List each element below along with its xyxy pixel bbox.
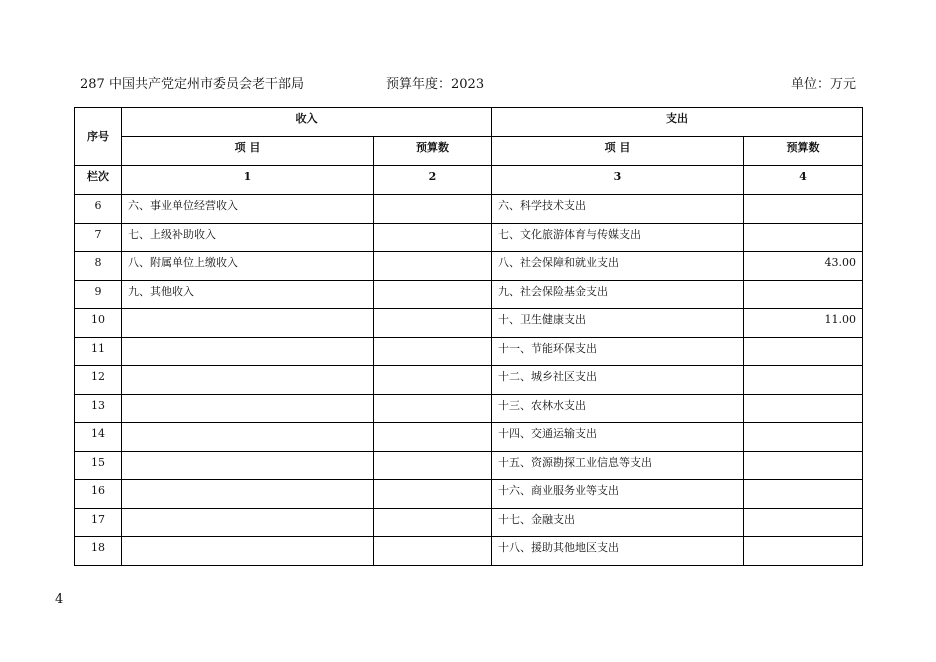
header-row-top — [75, 108, 863, 137]
expense-amount: 11.00 — [744, 309, 863, 338]
table-row — [75, 223, 863, 252]
expense-amount — [744, 337, 863, 366]
budget-table — [74, 107, 863, 566]
table-row — [75, 195, 863, 224]
income-amount — [374, 252, 492, 281]
income-item — [122, 394, 374, 423]
expense-item: 十四、交通运输支出 — [492, 423, 744, 452]
expense-item: 十二、城乡社区支出 — [492, 366, 744, 395]
row-seq: 14 — [75, 423, 122, 452]
expense-header: 支出 — [492, 108, 863, 137]
income-item — [122, 451, 374, 480]
expense-item: 六、科学技术支出 — [492, 195, 744, 224]
expense-item: 十七、金融支出 — [492, 508, 744, 537]
table-row — [75, 309, 863, 338]
column-number: 1 — [122, 166, 374, 195]
income-item — [122, 309, 374, 338]
table-row — [75, 394, 863, 423]
income-item — [122, 423, 374, 452]
expense-amount — [744, 423, 863, 452]
row-seq: 10 — [75, 309, 122, 338]
income-amount — [374, 309, 492, 338]
column-number-row — [75, 166, 863, 195]
column-number: 3 — [492, 166, 744, 195]
expense-item: 十八、援助其他地区支出 — [492, 537, 744, 566]
expense-amount — [744, 195, 863, 224]
income-item-header: 项 目 — [122, 137, 374, 166]
income-header: 收入 — [122, 108, 492, 137]
expense-item-header: 项 目 — [492, 137, 744, 166]
column-row-label: 栏次 — [75, 166, 122, 195]
expense-item: 十一、节能环保支出 — [492, 337, 744, 366]
row-seq: 9 — [75, 280, 122, 309]
income-amount — [374, 480, 492, 509]
unit-label: 单位：万元 — [790, 77, 856, 92]
expense-item: 十六、商业服务业等支出 — [492, 480, 744, 509]
income-item: 六、事业单位经营收入 — [122, 195, 374, 224]
expense-item: 七、文化旅游体育与传媒支出 — [492, 223, 744, 252]
row-seq: 13 — [75, 394, 122, 423]
income-item — [122, 508, 374, 537]
row-seq: 12 — [75, 366, 122, 395]
expense-budget-header: 预算数 — [744, 137, 863, 166]
row-seq: 18 — [75, 537, 122, 566]
income-amount — [374, 366, 492, 395]
table-row — [75, 451, 863, 480]
table-row — [75, 508, 863, 537]
income-item — [122, 337, 374, 366]
row-seq: 8 — [75, 252, 122, 281]
income-item — [122, 480, 374, 509]
seq-header: 序号 — [75, 108, 122, 166]
organization-title: 287 中国共产党定州市委员会老干部局 — [80, 77, 304, 92]
row-seq: 17 — [75, 508, 122, 537]
income-item: 九、其他收入 — [122, 280, 374, 309]
expense-item: 九、社会保险基金支出 — [492, 280, 744, 309]
expense-item: 八、社会保障和就业支出 — [492, 252, 744, 281]
income-item: 七、上级补助收入 — [122, 223, 374, 252]
row-seq: 16 — [75, 480, 122, 509]
table-row — [75, 537, 863, 566]
income-item — [122, 537, 374, 566]
row-seq: 15 — [75, 451, 122, 480]
page-number: 4 — [55, 592, 64, 607]
income-item: 八、附属单位上缴收入 — [122, 252, 374, 281]
table-row — [75, 337, 863, 366]
expense-item: 十、卫生健康支出 — [492, 309, 744, 338]
expense-item: 十三、农林水支出 — [492, 394, 744, 423]
row-seq: 7 — [75, 223, 122, 252]
table-row — [75, 480, 863, 509]
income-amount — [374, 337, 492, 366]
table-row — [75, 366, 863, 395]
expense-amount — [744, 451, 863, 480]
income-budget-header: 预算数 — [374, 137, 492, 166]
income-amount — [374, 451, 492, 480]
expense-amount — [744, 280, 863, 309]
expense-amount — [744, 480, 863, 509]
expense-amount — [744, 223, 863, 252]
income-amount — [374, 223, 492, 252]
budget-year: 预算年度：2023 — [386, 77, 485, 92]
expense-item: 十五、资源勘探工业信息等支出 — [492, 451, 744, 480]
income-amount — [374, 508, 492, 537]
table-row — [75, 423, 863, 452]
column-number: 4 — [744, 166, 863, 195]
expense-amount — [744, 366, 863, 395]
income-amount — [374, 280, 492, 309]
table-row — [75, 252, 863, 281]
expense-amount — [744, 537, 863, 566]
column-number: 2 — [374, 166, 492, 195]
table-row — [75, 280, 863, 309]
income-amount — [374, 195, 492, 224]
income-amount — [374, 537, 492, 566]
expense-amount — [744, 508, 863, 537]
row-seq: 11 — [75, 337, 122, 366]
income-amount — [374, 423, 492, 452]
income-amount — [374, 394, 492, 423]
row-seq: 6 — [75, 195, 122, 224]
header-row-sub — [75, 137, 863, 166]
expense-amount — [744, 394, 863, 423]
expense-amount: 43.00 — [744, 252, 863, 281]
income-item — [122, 366, 374, 395]
